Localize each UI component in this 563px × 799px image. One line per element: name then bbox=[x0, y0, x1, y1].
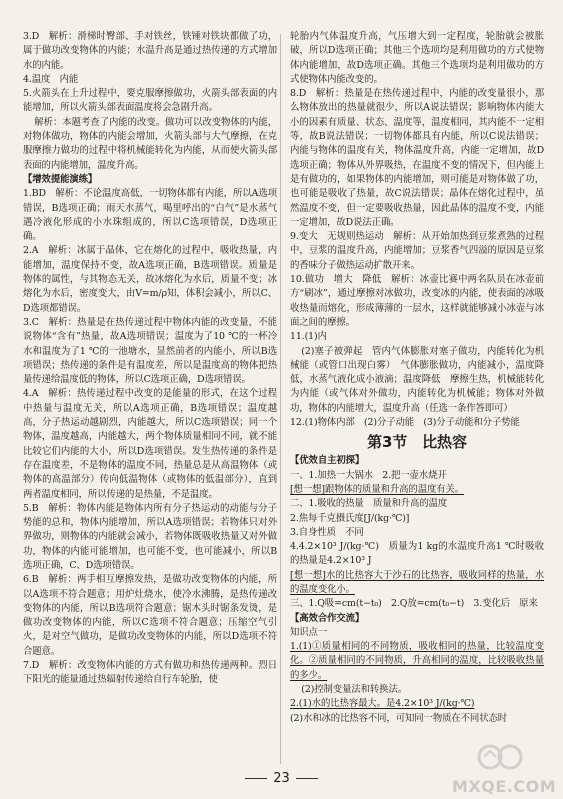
paragraph: 3.自身性质 不同 bbox=[290, 526, 364, 538]
paragraph: 8.D 解析：热量是在热传递过程中，内能的改变量很小，那么物体放出的热量就很少，所以A说法错误；影响物体内能大小的因素有质量、状态、温度等，温度相同，其内能不一定相等，故B说法错误；一切物体都具有内能，所以C说法错误；内能与物体的温度有关，物体温度升高，内能一定增加，故D选项正确；物体从外界吸热，在温度不变的情况下，但内能上是有做功的，如果物体的内能增加，则可能是对物体做了功，也可能是吸收了热量，故C说法错误；晶体在熔化过程中，虽然温度不变，但一定要吸收热量，因此晶体的温度不变，内能一定增加，故D说法正确。 bbox=[290, 88, 544, 228]
paragraph: 4.温度 内能 bbox=[23, 73, 79, 85]
paragraph: 知识点一 bbox=[290, 626, 328, 638]
paragraph: 10.做功 增大 降低 解析：冰壶比赛中两名队员在冰壶前方“刷冰”，通过摩擦对冰做功，改变冰的内能，使表面的冰吸收热量而熔化，形成薄薄的一层水，这样就能够减小冰壶与冰面之间的摩擦。 bbox=[290, 274, 544, 328]
paragraph: 9.变大 无规则热运动 解析：从开始加热到豆浆煮熟的过程中，豆浆的温度升高，内能增加；豆浆香气四溢的原因是豆浆的香味分子做热运动扩散开来。 bbox=[290, 231, 544, 271]
column-divider bbox=[280, 34, 281, 764]
paragraph: (2)水和冰的比热容不同，可知同一物质在不同状态时 bbox=[290, 712, 508, 724]
left-column bbox=[23, 30, 277, 688]
paragraph: 12.(1)物体内部 (2)分子动能 (3)分子动能和分子势能 bbox=[290, 417, 520, 429]
paragraph: 3.C 解析：热量是在热传递过程中物体内能的改变量，不能说物体“含有”热量，故A选项错误；温度为了10 ℃的一杯冷水和温度为了1 ℃的一池塘水，显然前者的内能小，所以B选项错误；热传递的条件是有温度差，所以是温度高的物体把热量传递给温度低的物体，所以C选项正确，D选项错误。 bbox=[23, 316, 277, 386]
page-number-dash-left bbox=[245, 778, 267, 779]
paragraph: 7.D 解析：改变物体内能的方式有做功和热传递两种。烈日下阳光的能量通过热辐射传递给自行车轮胎，使 bbox=[23, 660, 277, 686]
paragraph: 【增效提能演练】 bbox=[23, 173, 98, 185]
paragraph: (2)塞子被弹起 管内气体膨胀对塞子做功，内能转化为机械能（或管口出现白雾） 气体膨胀做功，内能减小，温度降低，水蒸气液化成小液滴；温度降低 摩擦生热，机械能转化为内能（或气体对外做功，内能转化为机械能；物体对外做功，物体的内能增大，温度升高（任选一条作答即可） bbox=[290, 345, 544, 414]
paragraph: 3.D 解析：滑梯时臀部、手对铁丝，铁锤对铁块都做了功，属于做功改变物体的内能；水温升高是通过热传递的方式增加水的内能。 bbox=[23, 31, 277, 71]
paragraph: 4.A 解析：热传递过程中改变的是能量的形式，在这个过程中热量与温度无关，所以A选项正确，B选项错误；温度越高，分子热运动越剧烈，内能越大，所以C选项错误；同一个物体，温度越高，内能越大，两个物体质量相同不同，就不能比较它们内能的大小，所以D选项错误。发生热传递的条件是存在温度差，不是物体的温度不同，热量总是从高温物体（或物体的高温部分）传向低温物体（或物体的低温部分），直到两者温度相同，所以传递的是热量，不是温度。 bbox=[23, 388, 277, 500]
paragraph: 2.(1)水的比热容最大。是4.2×10³ J/(kg·℃) bbox=[290, 698, 475, 710]
paragraph: 11.(1)内 bbox=[290, 331, 327, 343]
right-column bbox=[290, 30, 544, 726]
paragraph: 4.4.2×10³ J/(kg·℃) 质量为1 kg的水温度升高1 ℃时吸收的热量是4.2×10³ J bbox=[290, 541, 544, 567]
paragraph: (2)控制变量法和转换法。 bbox=[301, 684, 407, 696]
paragraph: 2.A 解析：冰属于晶体，它在熔化的过程中，吸收热量，内能增加，温度保持不变，故A选项正确，B选项错误。质量是物体的属性，与其物态无关，故冰熔化为水后，质量不变；冰熔化为水后，密度变大，由V=m/ρ知，体积会减小，所以C、D选项都错误。 bbox=[23, 245, 277, 314]
paragraph: 1.BD 解析：不论温度高低，一切物体都有内能，所以A选项错误，B选项正确；雨天水蒸气，喝里呼出的“白气”是水蒸气遇冷液化形成的小水珠组成的，所以C选项错误，D选项正确。 bbox=[23, 188, 277, 243]
paragraph: 1.(1)①质量相同的不同物质，吸收相同的热量，比较温度变化。②质量相同的不同物质，升高相同的温度，比较吸收热量的多少。 bbox=[290, 641, 544, 681]
paragraph: 解析：本题考查了内能的改变。做功可以改变物体的内能，对物体做功，物体的内能会增加，火箭头部与大气摩擦，在克服摩擦力做功的过程中将机械能转化为内能，从而使火箭头部表面的内能增加，温度升高。 bbox=[23, 116, 277, 171]
right-column-section bbox=[290, 454, 544, 726]
section-title: 第3节 比热容 bbox=[367, 433, 467, 452]
paragraph: 5.火箭头在上升过程中，要克服摩擦做功，火箭头部表面的内能增加，所以火箭头部表面温度将会急剧升高。 bbox=[23, 88, 277, 114]
paragraph: 三、1.Q吸=cm(t−t₀) 2.Q放=cm(t₀−t) 3.变化后 原来 bbox=[290, 598, 538, 610]
page-number-dash-right bbox=[296, 778, 318, 779]
watermark-text: MXQE.COM bbox=[452, 777, 557, 796]
paragraph: [想一想]跟物体的质量和升高的温度有关。 bbox=[290, 483, 465, 495]
paragraph: 【高效合作交流】 bbox=[290, 612, 365, 624]
right-column-answers bbox=[290, 30, 544, 430]
paragraph: 一、1.加热一大锅水 2.把一壶水烧开 bbox=[290, 469, 447, 481]
watermark-logo-icon bbox=[470, 742, 540, 772]
page-number-text: 23 bbox=[273, 771, 290, 786]
paragraph: 6.B 解析：两手相互摩擦发热，是做功改变物体的内能，所以A选项不符合题意；用炉灶烧水，使冷水沸腾，是热传递改变物体的内能，所以B选项符合题意；锯木头时锯条发烫，是做功改变物体的内能，所以C选项不符合题意；压缩空气引火，是对空气做功，是做功改变物体的内能，所以D选项不符合题意。 bbox=[23, 574, 277, 657]
paragraph: 轮胎内气体温度升高，气压增大到一定程度，轮胎就会被胀破，所以D选项正确；其他三个选项均是利用做功的方式使物体内能增加，故D选项正确。其他三个选项均是利用做功的方式使物体内能改变的。 bbox=[290, 31, 544, 85]
paragraph: 二、1.吸收的热量 质量和升高的温度 bbox=[290, 498, 448, 510]
paragraph: 5.B 解析：物体内能是物体内所有分子热运动的动能与分子势能的总和，物体内能增加，所以A选项错误；若物体只对外界做功，则物体的内能就会减小，若物体既吸收热量又对外做功，物体的内能可能增加，也可能不变，也可能减小，所以B选项正确，C、D选项错误。 bbox=[23, 502, 277, 571]
paragraph: 2.焦每千克摄氏度[J/(kg·℃)] bbox=[290, 512, 410, 524]
paragraph: 【优效自主初探】 bbox=[290, 455, 365, 467]
paragraph: [想一想]水的比热容大于沙石的比热容，吸收同样的热量，水的温度变化小。 bbox=[290, 569, 544, 595]
